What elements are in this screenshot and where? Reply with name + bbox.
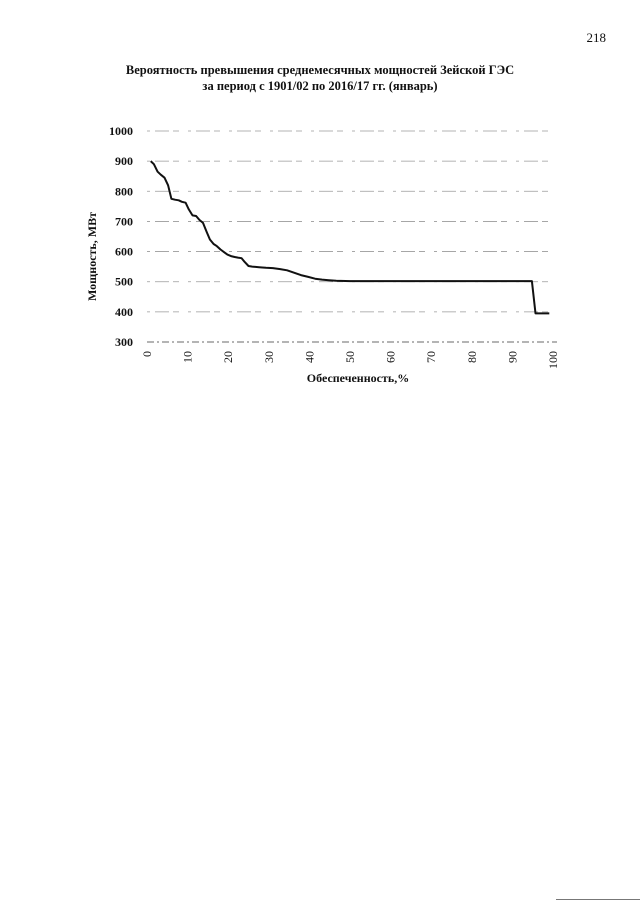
x-tick-label-70: 70 <box>424 351 439 363</box>
y-tick-label-800: 800 <box>115 184 133 199</box>
y-tick-label-1000: 1000 <box>109 124 133 138</box>
x-tick-label-0: 0 <box>140 351 154 357</box>
y-axis-title: Мощность, МВт <box>85 211 99 302</box>
x-tick-label-40: 40 <box>302 351 317 363</box>
chart-subtitle: за период с 1901/02 по 2016/17 гг. (январь) <box>202 79 438 93</box>
exceedance-chart <box>0 0 640 420</box>
x-tick-label-30: 30 <box>261 351 276 363</box>
y-tick-label-300: 300 <box>115 335 133 349</box>
bottom-rule <box>556 899 640 900</box>
x-tick-label-10: 10 <box>180 351 195 363</box>
series-line-1 <box>151 161 550 313</box>
y-tick-label-900: 900 <box>115 154 133 169</box>
y-tick-label-400: 400 <box>115 304 133 319</box>
x-tick-label-50: 50 <box>343 351 357 363</box>
page-number: 218 <box>586 30 606 45</box>
y-tick-label-700: 700 <box>115 214 133 229</box>
x-tick-label-90: 90 <box>505 351 520 363</box>
x-tick-label-20: 20 <box>221 351 236 363</box>
chart-title: Вероятность превышения среднемесячных мощностей Зейской ГЭС <box>125 63 515 77</box>
x-tick-label-100: 100 <box>546 351 560 369</box>
x-tick-label-80: 80 <box>464 351 479 363</box>
y-tick-label-500: 500 <box>115 274 133 289</box>
y-tick-label-600: 600 <box>115 244 133 259</box>
x-axis-title: Обеспеченность,% <box>306 371 410 385</box>
x-tick-label-60: 60 <box>383 351 398 363</box>
